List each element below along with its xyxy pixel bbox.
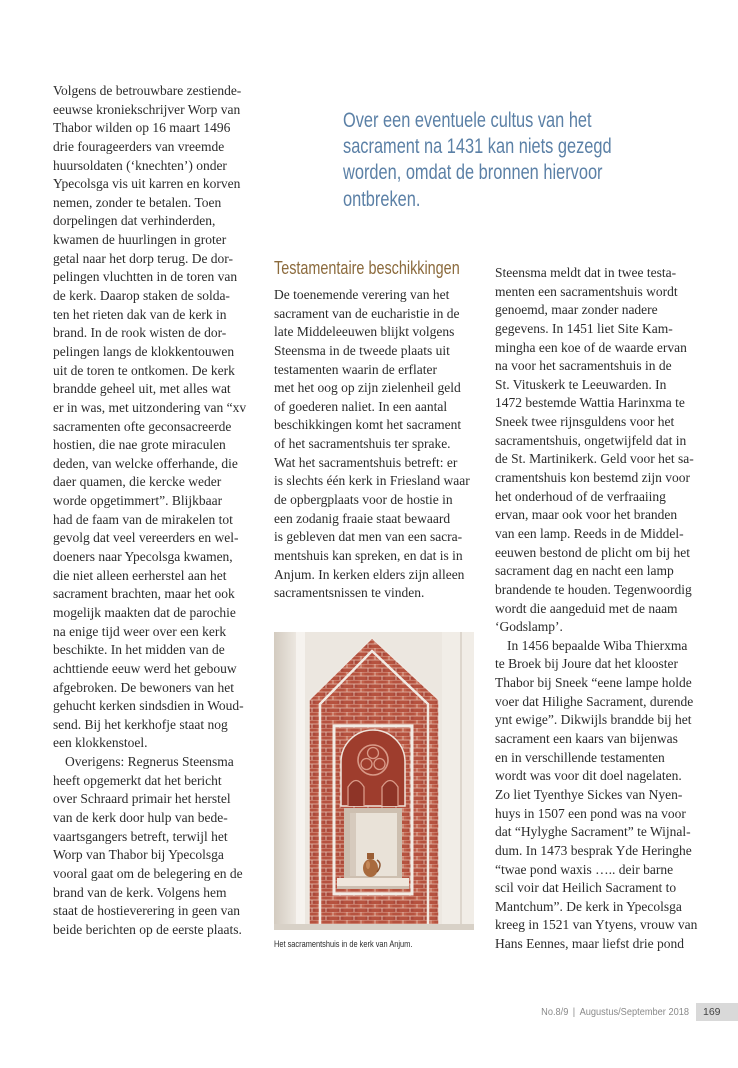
pull-quote-line: ontbreken. (343, 187, 421, 211)
text-line: een klokkenstoel. (53, 735, 148, 751)
text-line: sacramentshuis, ongetwijfeld dat in (495, 432, 687, 448)
left-text-column (53, 82, 253, 939)
issue-date: Augustus/September 2018 (579, 1006, 689, 1018)
text-line: Worp van Thabor bij Ypecolsga (53, 847, 224, 863)
page-footer (541, 1005, 689, 1019)
text-line: mogelijk maakten dat de parochie (53, 604, 236, 620)
text-line: vaartsgangers betreft, terwijl het (53, 828, 228, 844)
text-line: de St. Martinikerk. Geld voor het sa- (495, 451, 694, 467)
text-line: brandende te houden. Tegenwoordig (495, 581, 692, 597)
text-line: genoemd, maar zonder nadere (495, 302, 658, 318)
text-line: staat de hostieverering in geen van (53, 903, 241, 919)
text-line: dorpelingen dat verhinderden, (53, 213, 216, 229)
text-line: late Middeleeuwen blijkt volgens (274, 324, 455, 340)
text-line: afgebroken. De bewoners van het (53, 679, 235, 695)
text-line: “twae pond waxis ….. deir barne (495, 861, 674, 877)
text-line: die niet alleen eerherstel aan het (53, 567, 227, 583)
text-line: deden, van welcke offerhande, die (53, 455, 238, 471)
text-line: eeuwse kroniekschrijver Worp van (53, 101, 241, 117)
text-line: Steensma meldt dat in twee testa- (495, 265, 677, 280)
text-line: brandde geheel uit, met alles wat (53, 381, 231, 397)
text-line: Wat het sacramentshuis betreft: er (274, 454, 458, 470)
text-line: Thabor bij Sneek “eene lampe holde (495, 675, 692, 691)
text-line: brand van de kerk. Volgens hem (53, 884, 227, 900)
text-line: brand. In de rook wisten de dor- (53, 325, 227, 341)
text-line: dum. In 1473 besprak Yde Heringhe (495, 842, 692, 858)
text-line: een zodanig fraaie staat bewaard (274, 510, 451, 526)
pull-quote (343, 108, 612, 213)
figure-caption: Het sacramentshuis in de kerk van Anjum. (274, 939, 413, 950)
text-line: Steensma in de tweede plaats uit (274, 342, 450, 358)
text-line: sacrament van de eucharistie in de (274, 305, 460, 321)
text-line: De toenemende verering van het (274, 287, 450, 302)
text-line: beide berichten op de eerste plaats. (53, 921, 242, 937)
footer-separator: | (572, 1006, 576, 1018)
section-heading: Testamentaire beschikkingen (274, 258, 460, 278)
text-line: menten een sacramentshuis wordt (495, 283, 678, 299)
text-line: is gebleven dat men van een sacra- (274, 529, 463, 545)
text-line: of goederen naliet. In een aantal (274, 398, 448, 414)
text-line: gehucht kerken sindsdien in Woud- (53, 698, 244, 714)
text-line: na voor het sacramentshuis in de (495, 358, 672, 374)
text-line: Thabor wilden op 16 maart 1496 (53, 120, 231, 136)
text-line: het onderhoud of de verfraaiing (495, 488, 666, 504)
pull-quote-line: sacrament na 1431 kan niets gezegd (343, 135, 612, 159)
text-line: had de faam van de mirakelen tot (53, 511, 233, 527)
issue-number: No.8/9 (541, 1006, 569, 1018)
text-line: van een lamp. Reeds in de Middel- (495, 525, 684, 541)
text-line: gegevens. In 1451 liet Site Kam- (495, 320, 673, 336)
text-line: dat “Hylyghe Sacrament” te Wijnal- (495, 824, 691, 840)
text-line: mentshuis kan spreken, en dat is in (274, 547, 463, 563)
text-line: sacrament brachten, maar het ook (53, 586, 235, 602)
text-line: Sneek twee rijnsguldens voor het (495, 414, 675, 430)
right-text-column (495, 264, 710, 954)
text-line: ervan, maar ook voor het branden (495, 507, 678, 523)
text-line: wordt was voor dit doel nagelaten. (495, 768, 682, 784)
middle-text-column (274, 286, 479, 603)
text-line: mingha een koe of de waarde ervan (495, 339, 687, 355)
text-line: Hans Eennes, maar liefst drie pond (495, 936, 684, 952)
text-line: ynt ewige”. Dikwijls brandde bij het (495, 712, 692, 728)
text-line: Volgens de betrouwbare zestiende- (53, 83, 242, 98)
sacrament-house-illustration (274, 632, 474, 930)
text-line: over Schraard primair het herstel (53, 791, 231, 807)
text-line: achttiende eeuw werd het gebouw (53, 660, 237, 676)
sill (337, 878, 409, 886)
text-line: heeft opgemerkt dat het bericht (53, 772, 222, 788)
text-line: beschikte. In het midden van de (53, 642, 225, 658)
text-line: huys in 1507 een pond was na voor (495, 805, 686, 821)
text-line: voer dat Hilighe Sacrament, durende (495, 693, 694, 709)
paragraph-start-line: Overigens: Regnerus Steensma (65, 754, 234, 770)
text-line: doeners naar Ypecolsga kwamen, (53, 549, 233, 565)
text-line: te Broek bij Joure dat het klooster (495, 656, 678, 672)
text-line: wordt die aangeduid met de naam (495, 600, 678, 616)
text-line: eeuwen bestond de plicht om bij het (495, 544, 690, 560)
text-line: pelingen vluchtten in de toren van (53, 269, 238, 285)
text-line: er in was, met uitzondering van “xv (53, 399, 247, 415)
text-line: Ypecolsga vis uit karren en korven (53, 176, 241, 192)
text-line: van de kerk door hulp van bede- (53, 809, 228, 825)
text-line: St. Vituskerk te Leeuwarden. In (495, 376, 667, 392)
text-line: Zo liet Tyenthye Sickes van Nyen- (495, 786, 683, 802)
text-line: met het oog op zijn zielenheil geld (274, 380, 461, 396)
text-line: scil voir dat Heilich Sacrament to (495, 880, 677, 896)
tracery-window (341, 730, 405, 806)
text-line: send. Bij het kerkhofje staat nog (53, 716, 228, 732)
text-line: sacramentsnissen te vinden. (274, 585, 425, 601)
text-line: sacramenten ofte geconsacreerde (53, 418, 232, 434)
paragraph-start-line: In 1456 bepaalde Wiba Thierxma (507, 637, 688, 653)
text-line: sacrament een kaars van bijenwas (495, 731, 678, 747)
text-line: uit de toren te ontkomen. De kerk (53, 362, 235, 378)
text-line: pelingen langs de klokkentouwen (53, 343, 235, 359)
text-line: testamenten waarin de erflater (274, 361, 438, 377)
text-line: daer quamen, die kercke weder (53, 474, 222, 490)
sacrament-house-photo (274, 632, 474, 930)
text-line: kreeg in 1521 van Ytyens, vrouw van (495, 917, 698, 933)
page-number: 169 (696, 1003, 738, 1021)
text-line: vooral gaat om de belegering en de (53, 865, 243, 881)
text-line: de opbergplaats voor de hostie in (274, 492, 453, 508)
text-line: sacrament dag en nacht een lamp (495, 563, 674, 579)
pull-quote-line: worden, omdat de bronnen hiervoor (343, 161, 603, 185)
text-line: drie fourageerders van vreemde (53, 138, 225, 154)
text-line: beschikkingen komt het sacrament (274, 417, 462, 433)
text-line: gevolg dat veel vereerders en wel- (53, 530, 239, 546)
text-line: en in verschillende testamenten (495, 749, 665, 765)
text-line: worde opgetimmert”. Blijkbaar (53, 493, 223, 509)
text-line: kwamen de huurlingen in groter (53, 232, 227, 248)
text-line: hostien, die nae grote miraculen (53, 437, 226, 453)
pull-quote-line: Over een eventuele cultus van het (343, 109, 592, 132)
text-line: huursoldaten (‘knechten’) onder (53, 157, 227, 173)
text-line: is slechts één kerk in Friesland waar (274, 473, 470, 489)
text-line: ‘Godslamp’. (495, 619, 563, 635)
text-line: na enige tijd weer over een kerk (53, 623, 227, 639)
text-line: Mantchum”. De kerk in Ypecolsga (495, 898, 682, 914)
text-line: de kerk. Daarop staken de solda- (53, 288, 230, 304)
text-line: 1472 bestemde Wattia Harinxma te (495, 395, 685, 411)
text-line: Anjum. In kerken elders zijn alleen (274, 566, 465, 582)
text-line: nemen, zonder te betalen. Toen (53, 194, 222, 210)
text-line: ten het rieten dak van de kerk in (53, 306, 227, 322)
text-line: of het sacramentshuis ter sprake. (274, 436, 451, 452)
text-line: cramentshuis kon bestemd zijn voor (495, 470, 690, 486)
text-line: getal naar het dorp terug. De dor- (53, 250, 234, 266)
